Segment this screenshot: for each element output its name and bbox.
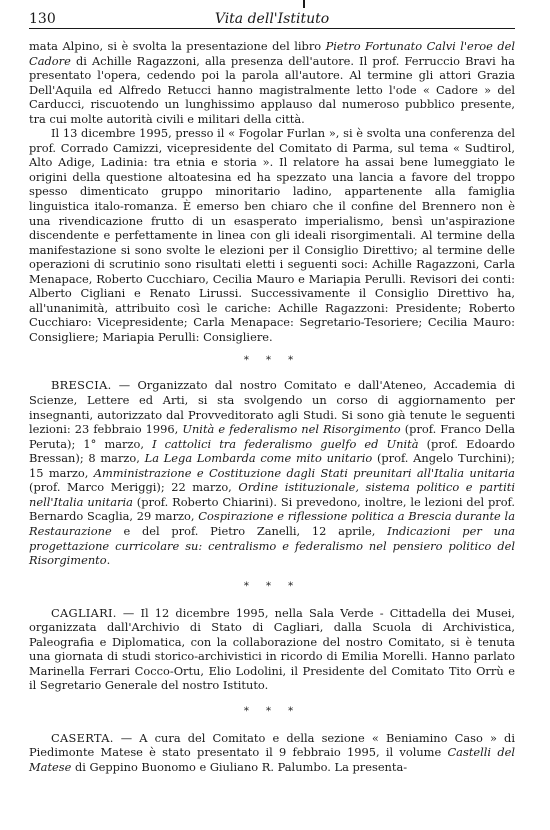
paragraph-alpino: mata Alpino, si è svolta la presentazione del libro Pietro Fortunato Calvi l'eroe del Cadore di Achille Ragazzoni, alla presenza dell'autore. Il prof. Ferruccio Bravi ha presentato l'opera, cedendo poi la parola all'autore. Al termine gli attori Grazia Dell'Aquila ed Alfredo Retucci hanno magistralmente letto l'ode « Cadore » del Carducci, riscuotendo un lunghissimo applauso dal numeroso pubblico presente, tra cui molte autorità civili e militari della città. [29,39,515,126]
section-brescia: BRESCIA. — Organizzato dal nostro Comitato e dall'Ateneo, Accademia di Scienze, Lettere ed Arti, si sta svolgendo un corso di aggiornamento per insegnanti, autorizzato dal Provveditorato agli Studi. Si sono già tenute le seguenti lezioni: 23 febbraio 1996, Unità e federalismo nel Risorgimento (prof. Franco Della Peruta); 1° marzo, I cattolici tra federalismo guelfo ed Unità (prof. Edoardo Bressan); 8 marzo, La Lega Lombarda come mito unitario (prof. Angelo Turchini); 15 marzo, Amministrazione e Costituzione dagli Stati preunitari all'Italia unitaria (prof. Marco Meriggi); 22 marzo, Ordine istituzionale, sistema politico e partiti nell'Italia unitaria (prof. Roberto Chiarini). Si prevedono, inoltre, le lezioni del prof. Bernardo Scaglia, 29 marzo, Cospirazione e riflessione politica a Brescia durante la Restaurazione e del prof. Pietro Zanelli, 12 aprile, Indicazioni per una progettazione curricolare su: centralismo e federalismo nel pensiero politico del Risorgimento. [29,378,516,568]
paragraph-fogolar-furlan: Il 13 dicembre 1995, presso il « Fogolar Furlan », si è svolta una conferenza del prof. Corrado Camizzi, vicepresidente del Comitato di Parma, sul tema « Sudtirol, Alto Adige, Ladinia: tra etnia e storia ». Il relatore ha assai bene lumeggiato le origini della questione altoatesina ed ha spezzato una lancia a favore del troppo spesso dimenticato gruppo minoritario ladino, appartenente alla famiglia linguistica italo-romanza. È emerso ben chiaro che il confine del Brennero non è una rivendicazione frutto di un esasperato imperialismo, bensì un'aspirazione discendente e perfettamente in linea con gli ideali risorgimentali. Al termine della manifestazione si sono svolte le elezioni per il Consiglio Direttivo; al termine delle operazioni di scrutinio sono risultati eletti i seguenti soci: Achille Ragazzoni, Carla Menapace, Roberto Cucchiaro, Cecilia Mauro e Mariapia Perulli. Revisori dei conti: Alberto Cigliani e Renato Lirussi. Successivamente il Consiglio Direttivo ha, all'unanimità, attribuito così le cariche: Achille Ragazzoni: Presidente; Roberto Cucchiaro: Vicepresidente; Carla Menapace: Segretario-Tesoriere; Cecilia Mauro: Consigliere; Mariapia Perulli: Consigliere. [29,126,515,344]
section-separator: * * * [243,580,301,592]
section-caserta: CASERTA. — A cura del Comitato e della sezione « Beniamino Caso » di Piedimonte Matese è stato presentato il 9 febbraio 1995, il volume Castelli del Matese di Geppino Buonomo e Giuliano R. Palumbo. La presenta- [29,730,515,774]
lecture-title: Cospirazione e riflessione politica a Brescia durante la Restaurazione [29,509,515,538]
page-header [29,6,515,29]
lecture-title: Unità e federalismo nel Risorgimento [182,422,401,437]
book-page [29,6,515,824]
page-body [29,39,515,775]
header-mark [303,0,305,8]
lecture-title: I cattolici tra federalismo guelfo ed Unità [152,436,419,451]
running-title: Vita dell'Istituto [214,11,330,27]
section-separator: * * * [243,355,301,367]
lecture-title: Indicazioni per una progettazione curricolare su: centralismo e federalismo nel pensiero politico del Risorgimento [29,523,516,568]
book-title: Pietro Fortunato Calvi l'eroe del Cadore [29,39,515,68]
lecture-title: La Lega Lombarda come mito unitario [144,451,373,466]
city-heading: BRESCIA. [51,378,112,393]
page-number: 130 [29,11,56,27]
city-heading: CAGLIARI. [51,605,117,620]
lecture-title: Ordine istituzionale, sistema politico e partiti nell'Italia unitaria [29,480,515,509]
lecture-title: Amministrazione e Costituzione dagli Stati preunitari all'Italia unitaria [93,465,515,480]
book-title: Castelli del Matese [29,745,515,774]
city-heading: CASERTA. [51,730,114,745]
section-separator: * * * [243,705,301,717]
section-cagliari: CAGLIARI. — Il 12 dicembre 1995, nella Sala Verde - Cittadella dei Musei, organizzata dall'Archivio di Stato di Cagliari, dalla Scuola di Archivistica, Paleografia e Diplomatica, con la collaborazione del nostro Comitato, si è tenuta una giornata di studi storico-archivistici in ricordo di Emilia Morelli. Hanno parlato Marinella Ferrari Cocco-Ortu, Elio Lodolini, il Presidente del Comitato Tito Orrù e il Segretario Generale del nostro Istituto. [29,605,515,693]
